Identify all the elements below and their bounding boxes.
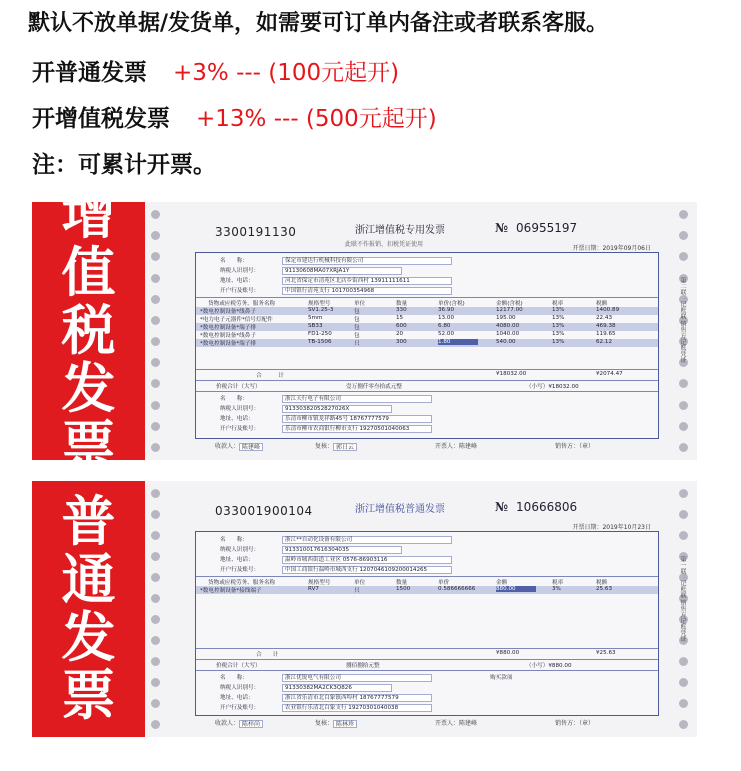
invoice-code: 033001900104 bbox=[215, 504, 313, 518]
band-char: 发 bbox=[61, 606, 116, 669]
seller-name: 浙江天行电子有限公司 bbox=[282, 395, 432, 403]
seller-tax-id: 91330382MA2CK3Q826 bbox=[282, 684, 392, 692]
band-char: 发 bbox=[61, 357, 116, 420]
band-char: 值 bbox=[61, 241, 116, 304]
invoice-title: 浙江增值税普通发票 bbox=[355, 504, 445, 515]
buyer-name: 浙江**自动化设备有限公司 bbox=[282, 536, 452, 544]
band-char: 增 bbox=[61, 183, 116, 246]
vat-invoice-image: 3300191130 浙江增值税专用发票 此联不作报销、扣税凭证使用 № 06955197 开票日期：2019年09月06日 第二联：记账联 销售方记账凭证 名 称： 保定市建达行机械科技有限公司 纳税人识别号： 91130608MA07XRJA1Y 地址、电话： 河北省保定市清苑区北店乡街西村 13911111611 开户行及账号： 中国银行清苑支行 101700354968 货物或应税劳务、服务名称 规格型号 单位 数量 单价(含税) 金额(含税) 税率 税额 *数电控制设备*线鼻子 SV1.25-3 包 330 36.90 12177.00 13% 1400.89 *电力电子元器件*信号灯配件 5mm 包 15 13.00 195.00 13% 22.43 *数电控制设备*端子排 SB33 包 600 6.80 4080.00 13% 469.38 *数电控制设备*线鼻子 FD1-250 包 20 52.00 1040.00 13% 119.65 *数电控制设备*端子排 TB-1506 只 300 1.80 540.00 13% 62.12 合 计 ¥18032.00 ¥2074.47 价税合计（大写） 壹万捌仟零叁拾贰元整 （小写）¥18032.00 名 称： 浙江天行电子有限公司 纳税人识别号： 91330382052827026X 地址、电话： 乐清市柳市镇龙祥路45号 18767777579 开户行及账号： 乐清市柳市农商银行柳市支行 19270501040063 收款人： 陈建峰 复核： 郭日云 开票人：陈建峰 销售方：（章） bbox=[145, 202, 697, 460]
invoice-subtitle: 此联不作报销、扣税凭证使用 bbox=[345, 241, 424, 248]
table-row: *数电控制设备*端子排 SB33 包 600 6.80 4080.00 13% 469.38 bbox=[196, 323, 658, 331]
buyer-tax-id: 913310017616304035 bbox=[282, 546, 402, 554]
invoice-date: 开票日期：2019年09月06日 bbox=[572, 245, 651, 252]
band-char: 通 bbox=[61, 548, 116, 611]
buyer-bank: 中国工商银行温岭市城西支行 1207046109200014265 bbox=[282, 566, 452, 574]
invoice-code: 3300191130 bbox=[215, 225, 297, 239]
band-char: 普 bbox=[61, 490, 116, 553]
drawer: 陈建峰 bbox=[459, 720, 478, 727]
remark: 购买款项 bbox=[490, 675, 513, 681]
seller-name: 浙江优锐电气有限公司 bbox=[282, 674, 432, 682]
notice-line-4: 注：可累计开票。 bbox=[32, 152, 216, 178]
invoice-side-note: 第二联：记账联 销售方记账凭证 bbox=[679, 277, 686, 363]
normal-invoice-fee: +3% --- (100元起开) bbox=[173, 60, 400, 86]
seller-stamp: 销售方：（章） bbox=[555, 443, 595, 450]
invoice-table: 名 称： 浙江**自动化设备有限公司 纳税人识别号： 913310017616304035 地址、电话： 温岭市城西街道工业区 0576-86903116 开户行及账号： 中国工商银行温岭市城西支行 1207046109200014265 货物或应税劳务、服务名称 规格型号 单位 数量 单价 金额 税率 税额 *数电控制设备*接线端子 RV7 只 1500 0.586666666 880.00 3% 25.63 合 计 ¥880.00 ¥25.63 价税合计（大写） 捌佰捌拾元整 （小写）¥880.00 名 称： 浙江优锐电气有限公司 购买款项 纳税人识别号： 91330382MA2CK3Q826 地址、电话： 浙江省乐清市北白象镇西埠村 18767777579 开户行及账号： 农业银行乐清北白象支行 19270301040038 bbox=[195, 531, 659, 716]
reviewer: 陈林珍 bbox=[333, 720, 357, 728]
table-row: *数电控制设备*接线端子 RV7 只 1500 0.586666666 880.00 3% 25.63 bbox=[196, 586, 658, 594]
band-char: 税 bbox=[61, 299, 116, 362]
reviewer: 郭日云 bbox=[333, 443, 357, 451]
tractor-holes-left bbox=[151, 489, 163, 729]
invoice-date: 开票日期：2019年10月23日 bbox=[572, 524, 651, 531]
buyer-address: 河北省保定市清苑区北店乡街西村 13911111611 bbox=[282, 277, 452, 285]
notice-line-1: 默认不放单据/发货单，如需要可订单内备注或者联系客服。 bbox=[28, 11, 609, 36]
seller-bank: 乐清市柳市农商银行柳市支行 19270501040063 bbox=[282, 425, 432, 433]
invoice-number: № 10666806 bbox=[495, 500, 578, 514]
band-char: 票 bbox=[61, 664, 116, 727]
invoice-side-note: 第一联：记账联 销售方记账凭证 bbox=[679, 556, 686, 642]
seller-address: 浙江省乐清市北白象镇西埠村 18767777579 bbox=[282, 694, 432, 702]
invoice-title: 浙江增值税专用发票 bbox=[355, 225, 445, 236]
seller-tax-id: 91330382052827026X bbox=[282, 405, 392, 413]
notice-line-2 bbox=[32, 54, 399, 87]
payee: 陈梓尚 bbox=[239, 720, 263, 728]
seller-address: 乐清市柳市镇龙祥路45号 18767777579 bbox=[282, 415, 432, 423]
drawer: 陈建峰 bbox=[459, 443, 478, 450]
invoice-table: 名 称： 保定市建达行机械科技有限公司 纳税人识别号： 91130608MA07XRJA1Y 地址、电话： 河北省保定市清苑区北店乡街西村 13911111611 开户行及账号： 中国银行清苑支行 101700354968 货物或应税劳务、服务名称 规格型号 单位 数量 单价(含税) 金额(含税) 税率 税额 *数电控制设备*线鼻子 SV1.25-3 包 330 36.90 12177.00 13% 1400.89 *电力电子元器件*信号灯配件 5mm 包 15 13.00 195.00 13% 22.43 *数电控制设备*端子排 SB33 包 600 6.80 4080.00 13% 469.38 *数电控制设备*线鼻子 FD1-250 包 20 52.00 1040.00 13% 119.65 *数电控制设备*端子排 TB-1506 只 300 1.80 540.00 13% 62.12 合 计 ¥18032.00 ¥2074.47 价税合计（大写） 壹万捌仟零叁拾贰元整 （小写）¥18032.00 名 称： 浙江天行电子有限公司 纳税人识别号： 91330382052827026X 地址、电话： 乐清市柳市镇龙祥路45号 18767777579 开户行及账号： 乐清市柳市农商银行柳市支行 19270501040063 bbox=[195, 252, 659, 439]
band-char: 票 bbox=[61, 415, 116, 478]
buyer-tax-id: 91130608MA07XRJA1Y bbox=[282, 267, 402, 275]
notice-line-3 bbox=[32, 100, 437, 133]
tractor-holes-left bbox=[151, 210, 163, 452]
normal-invoice-image: 033001900104 浙江增值税普通发票 № 10666806 开票日期：2019年10月23日 第一联：记账联 销售方记账凭证 名 称： 浙江**自动化设备有限公司 纳税人识别号： 913310017616304035 地址、电话： 温岭市城西街道工业区 0576-86903116 开户行及账号： 中国工商银行温岭市城西支行 1207046109200014265 货物或应税劳务、服务名称 规格型号 单位 数量 单价 金额 税率 税额 *数电控制设备*接线端子 RV7 只 1500 0.586666666 880.00 3% 25.63 合 计 ¥880.00 ¥25.63 价税合计（大写） 捌佰捌拾元整 （小写）¥880.00 名 称： 浙江优锐电气有限公司 购买款项 纳税人识别号： 91330382MA2CK3Q826 地址、电话： 浙江省乐清市北白象镇西埠村 18767777579 开户行及账号： 农业银行乐清北白象支行 19270301040038 收款人： 陈梓尚 复核： 陈林珍 开票人：陈建峰 销售方：（章） bbox=[145, 481, 697, 737]
vat-invoice-fee: +13% --- (500元起开) bbox=[196, 106, 437, 132]
vat-invoice-label: 开增值税发票 bbox=[32, 106, 170, 132]
vat-invoice-band bbox=[32, 183, 145, 478]
table-row: *数电控制设备*线鼻子 SV1.25-3 包 330 36.90 12177.00 13% 1400.89 bbox=[196, 307, 658, 315]
seller-bank: 农业银行乐清北白象支行 19270301040038 bbox=[282, 704, 432, 712]
table-row: *数电控制设备*端子排 TB-1506 只 300 1.80 540.00 13% 62.12 bbox=[196, 339, 658, 347]
table-row: *电力电子元器件*信号灯配件 5mm 包 15 13.00 195.00 13% 22.43 bbox=[200, 315, 613, 323]
buyer-name: 保定市建达行机械科技有限公司 bbox=[282, 257, 452, 265]
normal-invoice-label: 开普通发票 bbox=[32, 60, 147, 86]
seller-stamp: 销售方：（章） bbox=[555, 720, 595, 727]
buyer-address: 温岭市城西街道工业区 0576-86903116 bbox=[282, 556, 452, 564]
table-row: *数电控制设备*线鼻子 FD1-250 包 20 52.00 1040.00 13% 119.65 bbox=[200, 331, 616, 339]
normal-invoice-band bbox=[32, 481, 145, 737]
invoice-number: № 06955197 bbox=[495, 221, 578, 235]
payee: 陈建峰 bbox=[239, 443, 263, 451]
buyer-bank: 中国银行清苑支行 101700354968 bbox=[282, 287, 452, 295]
